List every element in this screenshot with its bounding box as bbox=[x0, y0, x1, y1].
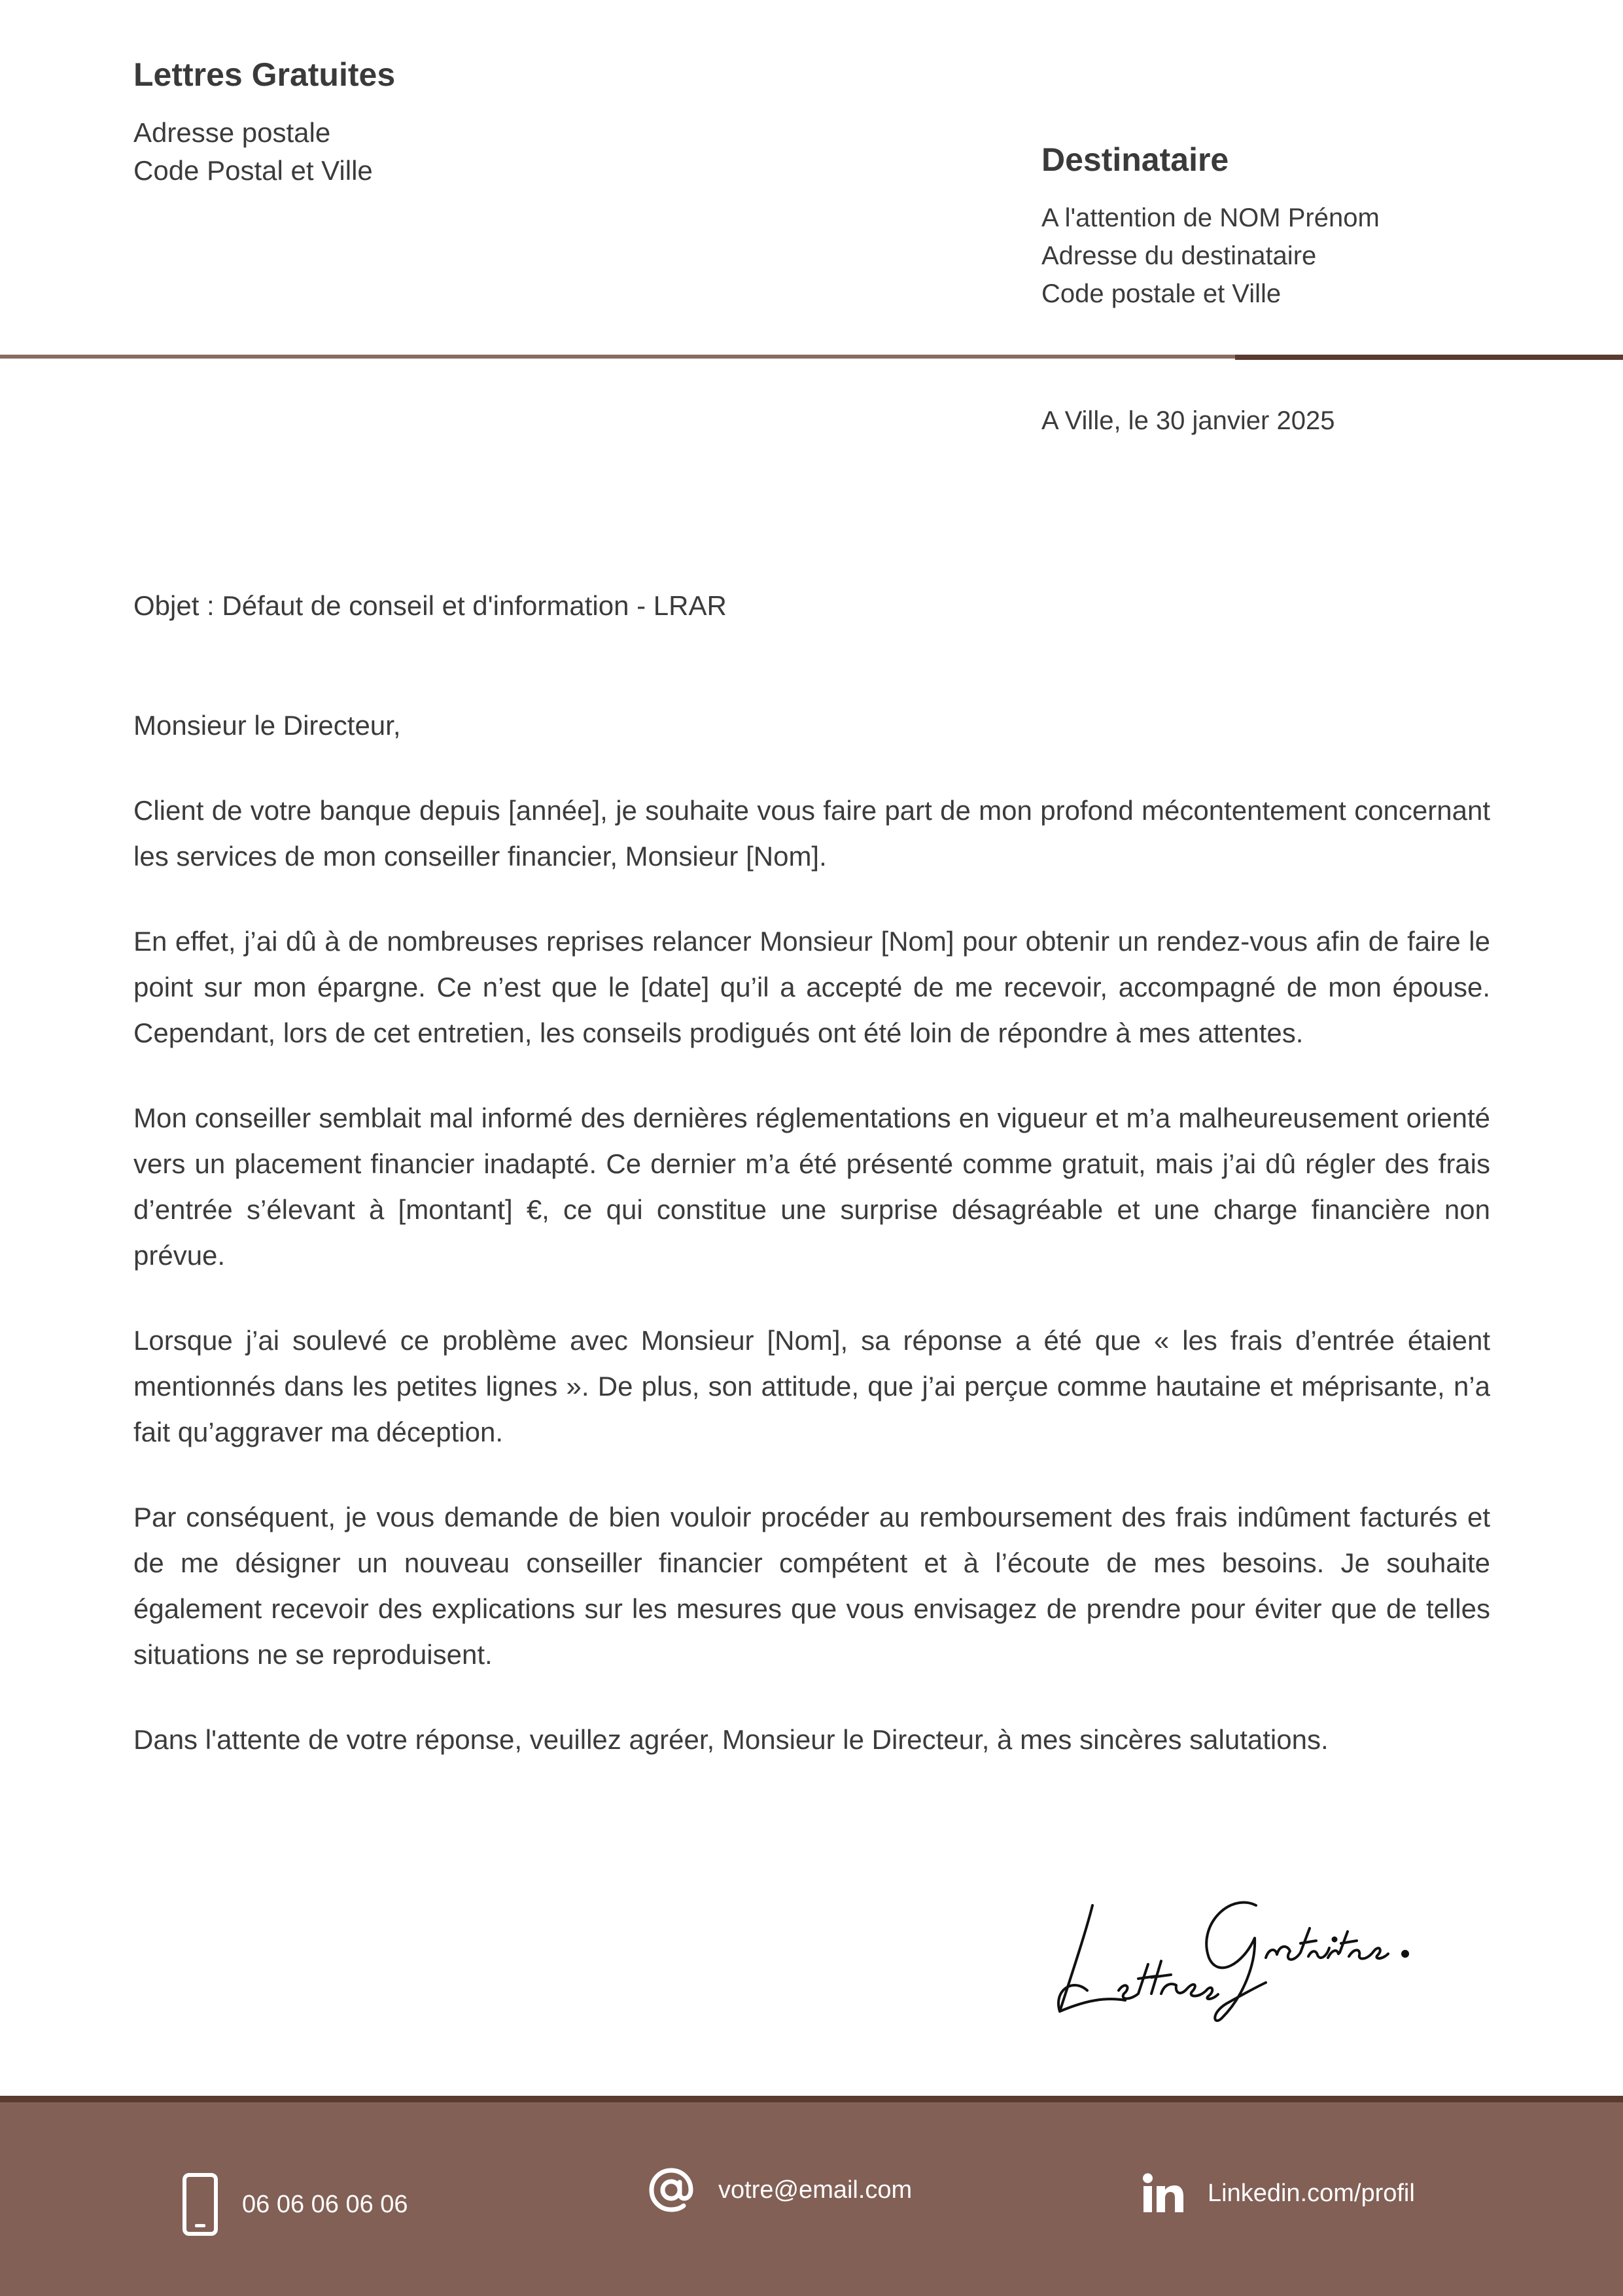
linkedin-url: Linkedin.com/profil bbox=[1208, 2179, 1415, 2207]
closing-paragraph: Dans l'attente de votre réponse, veuillez agréer, Monsieur le Directeur, à mes sincères salutations. bbox=[133, 1724, 1329, 1755]
paragraph: Par conséquent, je vous demande de bien vouloir procéder au remboursement des frais indûment facturés et de me désigner un nouveau conseiller financier compétent et à l’écoute de mes besoins. Je souhaite également recevoir des explications sur les mesures que vous envisagez de prendre pour éviter que de telles situations ne se reproduisent. bbox=[133, 1502, 1490, 1670]
footer-phone bbox=[182, 2173, 408, 2236]
footer bbox=[0, 2102, 1623, 2296]
recipient-title: Destinataire bbox=[1041, 141, 1229, 178]
recipient-city: Code postale et Ville bbox=[1041, 279, 1282, 308]
sender-address: Adresse postale bbox=[133, 117, 331, 148]
sender-city: Code Postal et Ville bbox=[133, 155, 373, 186]
at-icon bbox=[648, 2166, 695, 2214]
footer-email bbox=[648, 2166, 912, 2214]
footer-accent-bar bbox=[0, 2096, 1623, 2102]
paragraph: En effet, j’ai dû à de nombreuses reprises relancer Monsieur [Nom] pour obtenir un rendez-vous afin de faire le point sur mon épargne. Ce n’est que le [date] qu’il a accepté de me recevoir, accompagné de mon épouse. Cependant, lors de cet entretien, les conseils prodigués ont été loin de répondre à mes attentes. bbox=[133, 926, 1490, 1048]
recipient-block bbox=[1041, 139, 1380, 313]
paragraph: Mon conseiller semblait mal informé des dernières réglementations en vigueur et m’a malheureusement orienté vers un placement financier inadapté. Ce dernier m’a été présenté comme gratuit, mais j’ai dû régler des frais d’entrée s’élevant à [montant] €, ce qui constitue une surprise désagréable et une charge financière non prévue. bbox=[133, 1103, 1490, 1271]
signature bbox=[1047, 1866, 1426, 2023]
paragraph: Lorsque j’ai soulevé ce problème avec Monsieur [Nom], sa réponse a été que « les frais d’entrée étaient mentionnés dans les petites lignes ». De plus, son attitude, que j’ai perçue comme hautaine et méprisante, n’a fait qu’aggraver ma déception. bbox=[133, 1325, 1490, 1447]
salutation: Monsieur le Directeur, bbox=[133, 710, 401, 741]
sender-block bbox=[133, 54, 395, 190]
letter-subject: Objet : Défaut de conseil et d'information - LRAR bbox=[133, 590, 727, 621]
header-divider-accent bbox=[1235, 355, 1623, 360]
phone-number: 06 06 06 06 06 bbox=[242, 2190, 408, 2218]
email-address: votre@email.com bbox=[718, 2176, 913, 2204]
footer-linkedin bbox=[1142, 2173, 1415, 2214]
phone-icon bbox=[182, 2173, 218, 2236]
paragraph: Client de votre banque depuis [année], je souhaite vous faire part de mon profond mécontentement concernant les services de mon conseiller financier, Monsieur [Nom]. bbox=[133, 795, 1490, 872]
linkedin-icon bbox=[1142, 2173, 1184, 2214]
letter-date: A Ville, le 30 janvier 2025 bbox=[1041, 406, 1335, 435]
recipient-attention: A l'attention de NOM Prénom bbox=[1041, 203, 1380, 232]
letter-body bbox=[133, 703, 1490, 1802]
recipient-address: Adresse du destinataire bbox=[1041, 241, 1317, 270]
sender-name: Lettres Gratuites bbox=[133, 56, 396, 93]
